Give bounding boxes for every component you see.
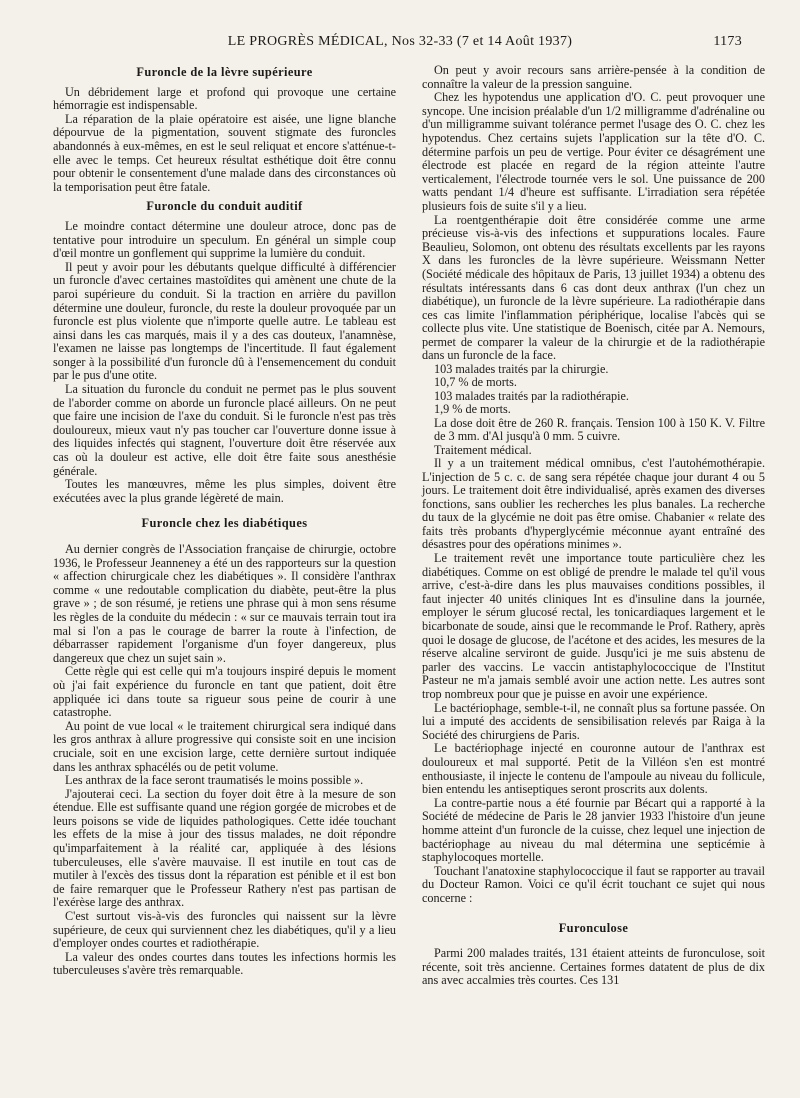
paragraph: Parmi 200 malades traités, 131 étaient atteints de furonculose, soit récente, soit très ancienne. Certaines formes datatent de plus de dix ans avec accalmies très courtes. Ces 131	[422, 946, 765, 988]
paragraph: La réparation de la plaie opératoire est aisée, une ligne blanche dépourvue de la pigmentation, souvent stigmate des furoncles abandonnés à eux-mêmes, en est le seul reliquat et encore s'atténue-t-elle avec le temps. Cet heureux résultat esthétique doit être connu pour obtenir le consentement d'une malade dans des circonstances où la temporisation peut être fatale.	[53, 111, 396, 194]
paragraph: J'ajouterai ceci. La section du foyer doit être à la mesure de son étendue. Elle est suffisante quand une région gorgée de microbes et de leurs poisons se vide de liquides pathologiques. Cette idée touchant les effets de la mise à jour des tissus malades, ne doit répondre qu'imparfaitement à la réalité car, appliquée à des lésions tuberculeuses, elle s'avère mauvaise. Il est inutile en tout cas de mutiler à l'excès des tissus dont la réparation est pénible et il est bon de faire remarquer que le Professeur Rathery n'est pas partisan de l'exérèse large des anthrax.	[53, 786, 396, 910]
paragraph: Au dernier congrès de l'Association française de chirurgie, octobre 1936, le Professeur Jeanneney a été un des rapporteurs sur la question « affection chirurgicale chez les diabétiques ». Il considère l'anthrax comme « une redoutable complication du diabète, peut-être la plus grave » ; de son résumé, je retiens une phrase qui à mon sens résume les règles de la conduite du médecin : « sur ce mauvais terrain tout ira mal si l'on a pas le courage de barrer la route à l'infection, de débarrasser rapidement l'organisme d'un foyer dangereux, plus dangereux que chez un sujet sain ».	[53, 542, 396, 665]
spacer	[422, 906, 765, 916]
paragraph: Toutes les manœuvres, même les plus simples, doivent être exécutées avec la plus grande légèreté de main.	[53, 477, 396, 505]
paragraph: Chez les hypotendus une application d'O. C. peut provoquer une syncope. Une incision préalable d'un 1/2 milligramme d'adrénaline ou d'un milligramme suivant tolérance permet l'usage des O. C. chez les hypotendus. Chez certains sujets l'application sur la tête d'O. C. détermine parfois un peu de vertige. Pour éviter ce désagrément une électrode est placée en regard de la région atteinte l'autre verticalement, l'électrode tournée vers le sol. Une puissance de 200 watts pendant 1/4 d'heure est suffisante. L'irradiation sera répétée plusieurs fois de suite s'il y a lieu.	[422, 90, 765, 213]
section-heading: Furoncle du conduit auditif	[146, 199, 303, 214]
page-number: 1173	[713, 34, 742, 49]
statistic-line: 10,7 % de morts.	[434, 375, 517, 390]
paragraph: On peut y avoir recours sans arrière-pensée à la condition de connaître la valeur de la pression sanguine.	[422, 63, 765, 91]
section-heading: Furonculose	[558, 920, 629, 935]
paragraph: La roentgenthérapie doit être considérée comme une arme précieuse vis-à-vis des infections et suppurations locales. Faure Beaulieu, Solomon, ont obtenu des résultats excellents par les rayons X dans les furoncles de la lèvre supérieure. Weissmann Netter (Société médicale des hôpitaux de Paris, 13 juillet 1934) a obtenu des résultats intéressants dans 6 cas dont deux anthrax (l'un chez un diabétique), un furoncle de la lèvre supérieure. La radiothérapie dans ces cas limite l'inflammation périphérique, localise l'abcès qui se collecte plus vite. Une statistique de Boenisch, citée par A. Nemours, permet de comparer la valeur de la chirurgie et de la radiothérapie dans un furoncle de la face.	[422, 212, 765, 363]
statistic-line: Traitement médical.	[434, 442, 532, 457]
paragraph: Il y a un traitement médical omnibus, c'est l'autohémothérapie. L'injection de 5 c. c. de sang sera répétée chaque jour durant 4 ou 5 jours. Le traitement doit être individualisé, après examen des diverses fonctions, sans oublier les recherches les plus banales. La recherche du taux de la glycémie ne doit pas être omise. Chabanier « relate des faits très probants d'hyperglycémie méconnue ayant entraîné des désastres pour des opérations minimes ».	[422, 455, 765, 552]
right-column	[422, 64, 765, 1074]
paragraph: Touchant l'anatoxine staphylococcique il faut se rapporter au travail du Docteur Ramon. Voici ce qu'il écrit touchant ce sujet qui nous concerne :	[422, 863, 765, 905]
left-column	[53, 64, 396, 1074]
paragraph: Le traitement revêt une importance toute particulière chez les diabétiques. Comme on est obligé de prendre le malade tel qu'il vous arrive, c'est-à-dire dans les plus mauvaises conditions possibles, il faut injecter 40 unités cliniques Int es d'insuline dans la journée, employer le sérum glucosé rectal, les tonicardiaques largement et le bicarbonate de soude, ainsi que le recommande le Prof. Rathery, après quoi le dosage de glucose, de l'acétone et des acides, les mesures de la réserve alcaline serviront de guide. Jusqu'ici je me suis abstenu de parler des vaccins. Le vaccin antistaphylococcique de l'Institut Pasteur ne m'a jamais semblé avoir une action nette. Les autres sont trop nombreux pour que je puisse en avoir une expérience.	[422, 551, 765, 701]
statistic-line: 103 malades traités par la chirurgie.	[434, 362, 609, 377]
section-heading: Furoncle de la lèvre supérieure	[136, 65, 313, 79]
paragraph: C'est surtout vis-à-vis des furoncles qui naissent sur la lèvre supérieure, de ceux qui surviennent chez les diabétiques, qu'il y a lieu d'employer ondes courtes et radiothérapie.	[53, 909, 396, 951]
statistic-line: 1,9 % de morts.	[434, 402, 511, 417]
running-header	[58, 34, 742, 56]
paragraph: La contre-partie nous a été fournie par Bécart qui a rapporté à la Société de médecine de Paris le 28 janvier 1933 l'histoire d'un jeune homme atteint d'un furoncle de la cuisse, chez lequel une injection de bactériophage au niveau du mal détermina une septicémie à staphylocoques mortelle.	[422, 795, 765, 865]
statistic-line: La dose doit être de 260 R. français. Tension 100 à 150 K. V. Filtre de 3 mm. d'Al jusqu'à 0 mm. 5 cuivre.	[434, 415, 765, 444]
paragraph: Au point de vue local « le traitement chirurgical sera indiqué dans les gros anthrax à allure progressive qui consiste soit en une incision cruciale, soit en une excision large, cette dernière surtout indiquée dans les anthrax sphacélés ou de petit volume.	[53, 718, 396, 774]
paragraph: Cette règle qui est celle qui m'a toujours inspiré depuis le moment où j'ai fait expérience du furoncle en tant que patient, doit être appliquée ici dans toute sa rigueur sous peine de courir à une catastrophe.	[53, 664, 396, 720]
article-columns	[53, 64, 765, 1074]
journal-title: LE PROGRÈS MÉDICAL, Nos 32-33 (7 et 14 Août 1937)	[227, 34, 573, 49]
paragraph: Le bactériophage injecté en couronne autour de l'anthrax est douloureux et mal supporté. Petit de la Villéon s'en est montré enthousiaste, il injecte le contenu de l'ampoule au niveau du follicule, bien entendu les antiseptiques seront proscrits aux dolents.	[422, 741, 765, 797]
paragraph: Le bactériophage, semble-t-il, ne connaît plus sa fortune passée. On lui a imputé des accidents de sensibilisation relevés par Raiga à la Société des chirurgiens de Paris.	[422, 700, 765, 742]
statistic-line: 103 malades traités par la radiothérapie.	[434, 388, 629, 403]
paragraph: Les anthrax de la face seront traumatisés le moins possible ».	[65, 773, 364, 788]
paragraph: Un débridement large et profond qui provoque une certaine hémorragie est indispensable.	[53, 84, 396, 113]
paragraph: La situation du furoncle du conduit ne permet pas le plus souvent de l'aborder comme on aborde un furoncle placé ailleurs. On ne peut que faire une incision de l'axe du conduit. Si le furoncle n'est pas très douloureux, mieux vaut n'y pas toucher car l'ouverture donne issue à des liquides infectés qui stagnent, l'ouverture doit être réservée aux cas où la douleur est active, elle doit être faite sous anesthésie générale.	[53, 382, 396, 478]
section-heading: Furoncle chez les diabétiques	[141, 516, 308, 531]
paragraph: La valeur des ondes courtes dans toutes les infections hormis les tuberculeuses s'avère très remarquable.	[53, 949, 396, 978]
paragraph: Il peut y avoir pour les débutants quelque difficulté à différencier un furoncle d'avec certaines mastoïdites qui amènent une chute de la paroi supérieure du conduit. Si la traction en arrière du pavillon détermine une douleur, furoncle, du reste la douleur provoquée par un furoncle est plus violente que n'importe quelle autre. Le tableau est ainsi dans les cas marqués, mais il y a des cas douteux, l'anamnèse, l'examen ne laisse pas longtemps de l'incertitude. Il faut également songer à la possibilité d'un furoncle dû à l'ensemencement du conduit par le pus d'une otite.	[53, 259, 396, 383]
paragraph: Le moindre contact détermine une douleur atroce, donc pas de tentative pour introduire un speculum. En général un simple coup d'œil montre un gonflement qui supprime la lumière du conduit.	[53, 218, 396, 261]
spacer	[53, 505, 396, 511]
